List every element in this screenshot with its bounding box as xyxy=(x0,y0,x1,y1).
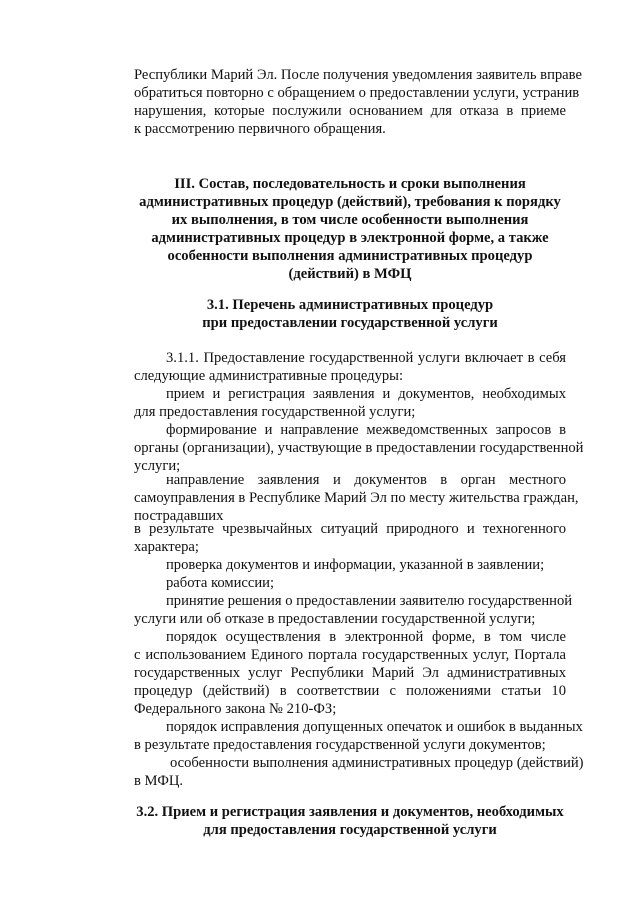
body-line: с использованием Единого портала государственных услуг, Портала xyxy=(134,647,566,663)
body-line: особенности выполнения административных процедур (действий) xyxy=(170,755,584,771)
subsection-heading-line: для предоставления государственной услуги xyxy=(203,822,497,838)
body-line: проверка документов и информации, указанной в заявлении; xyxy=(166,557,545,573)
section-heading-line: административных процедур (действий), требования к порядку xyxy=(139,194,561,210)
body-line: в МФЦ. xyxy=(134,773,184,789)
body-line: направление заявления и документов в орган местного xyxy=(166,472,566,488)
subsection-heading-line: 3.1. Перечень административных процедур xyxy=(206,297,494,313)
body-line: 3.1.1. Предоставление государственной услуги включает в себя xyxy=(166,350,566,366)
subsection-heading-line: при предоставлении государственной услуги xyxy=(202,315,498,331)
body-line: прием и регистрация заявления и документов, необходимых xyxy=(166,386,566,402)
body-line: характера; xyxy=(134,539,199,555)
body-line: в результате чрезвычайных ситуаций природного и техногенного xyxy=(134,521,566,537)
body-line: порядок осуществления в электронной форме, в том числе xyxy=(166,629,566,645)
body-line: в результате предоставления государственной услуги документов; xyxy=(134,737,546,753)
intro-line: обратиться повторно с обращением о предоставлении услуги, устранив xyxy=(134,85,580,101)
body-line: услуги или об отказе в предоставлении государственной услуги; xyxy=(134,611,536,627)
body-line: самоуправления в Республике Марий Эл по месту жительства граждан, xyxy=(134,490,579,506)
body-line: для предоставления государственной услуги; xyxy=(134,404,416,420)
body-line: принятие решения о предоставлении заявителю государственной xyxy=(166,593,573,609)
section-heading-line: III. Состав, последовательность и сроки выполнения xyxy=(174,176,526,192)
section-heading-line: административных процедур в электронной форме, а также xyxy=(151,230,549,246)
body-line: пострадавших xyxy=(134,508,224,524)
section-heading-line: особенности выполнения административных процедур xyxy=(167,248,533,264)
intro-line: Республики Марий Эл. После получения уведомления заявитель вправе xyxy=(134,67,582,83)
body-line: услуги; xyxy=(134,458,181,474)
intro-line: нарушения, которые послужили основанием для отказа в приеме xyxy=(134,103,566,119)
section-heading-line: их выполнения, в том числе особенности выполнения xyxy=(171,212,529,228)
body-line: Федерального закона № 210-ФЗ; xyxy=(134,701,337,717)
body-line: работа комиссии; xyxy=(166,575,275,591)
body-line: государственных услуг Республики Марий Эл административных xyxy=(134,665,566,681)
subsection-heading-line: 3.2. Прием и регистрация заявления и документов, необходимых xyxy=(136,804,564,820)
body-line: порядок исправления допущенных опечаток и ошибок в выданных xyxy=(166,719,583,735)
body-line: следующие административные процедуры: xyxy=(134,368,404,384)
body-line: процедур (действий) в соответствии с положениями статьи 10 xyxy=(134,683,566,699)
body-line: органы (организации), участвующие в предоставлении государственной xyxy=(134,440,584,456)
section-heading-line: (действий) в МФЦ xyxy=(288,266,412,282)
intro-line: к рассмотрению первичного обращения. xyxy=(134,121,386,137)
body-line: формирование и направление межведомственных запросов в xyxy=(166,422,566,438)
